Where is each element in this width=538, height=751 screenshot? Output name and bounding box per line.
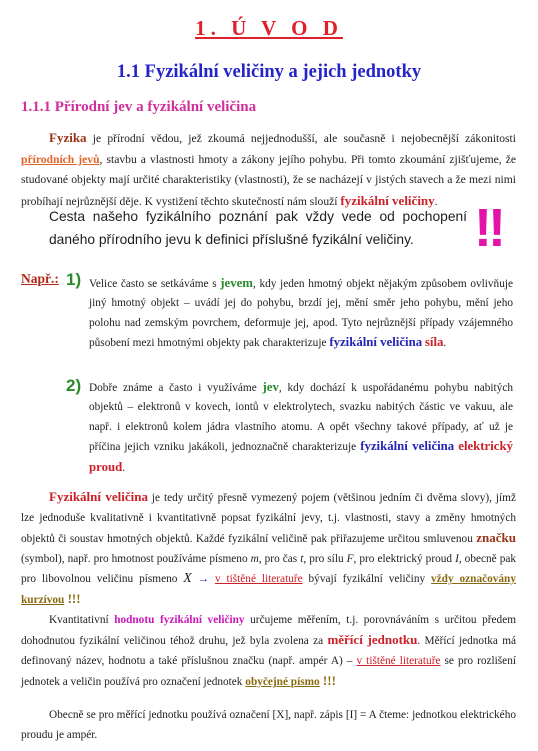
key-statement: Cesta našeho fyzikálního poznání pak vždy vede od pochopení daného přírodního jevu k definici příslušné fyzikální veličiny.	[49, 209, 467, 247]
section-title: 1.1 Fyzikální veličiny a jejich jednotky	[116, 62, 422, 82]
example-number-1: 1)	[66, 270, 82, 289]
definition-paragraph: Fyzikální veličina je tedy určitý přesně vymezený pojem (většinou jedním či dvěma slovy), jímž lze jednoduše kvalitativně i kvantitativně popsat fyzikální jevy, t.j. vlastnosti, stavy a změny hmotných objektů či soustav hmotných objektů. Každé fyzikální veličině pak přiřazujeme určitou smluvenou značku (symbol), např. pro hmotnost používáme písmeno m, pro čas t, pro sílu F, pro elektrický proud I, obecně pak pro libovolnou veličinu písmeno X → v tištěné literatuře bývají fyzikální veličiny vždy označovány kurzívou !!!	[21, 489, 517, 606]
subsection-title: 1.1.1 Přírodní jev a fyzikální veličina	[21, 99, 257, 115]
exclamation-marks: !!	[474, 198, 502, 258]
example-item-2: Dobře známe a často i využíváme jev, kdy dochází k uspořádanému pohybu nabitých objektů – elektronů v kovech, iontů v elektrolytech, svazku nabitých částic ve vakuu, ale např. i elektronů kolem jádra vlastního atomu. A opět všechny takové případy, ať už je příčina jejich vzniku jakákoli, jednoznačně charakterizuje fyzikální veličina elektrický proud.	[89, 380, 513, 474]
intro-paragraph: Fyzika je přírodní vědou, jež zkoumá nejjednodušší, ale současně i nejobecnější zákonitosti přírodních jevů, stavbu a vlastnosti hmoty a zákony jejího pohybu. Při tomto zkoumání zjišťujeme, že studované objekty mají určité charakteristiky (vlastnosti), že se nacházejí v jistých stavech a že mezi nimi probíhají nejrůznější děje. K vystižení těchto skutečností nám slouží fyzikální veličiny.	[21, 130, 516, 208]
notation-paragraph: Obecně se pro měřící jednotku používá označení [X], např. zápis [I] = A čteme: jednotkou elektrického proudu je ampér.	[21, 709, 516, 741]
example-item-1: Velice často se setkáváme s jevem, kdy jeden hmotný objekt nějakým způsobem ovlivňuje jiný hmotný objekt – uvádí jej do pohybu, brzdí jej, mění směr jeho pohybu, mění jeho polohu nad zemským povrchem, deformuje jej, apod. Tyto nejrůznější případy vzájemného působení mezi hmotnými objekty pak charakterizuje fyzikální veličina síla.	[89, 276, 513, 350]
units-paragraph: Kvantitativní hodnotu fyzikální veličiny určujeme měřením, t.j. porovnáváním s určitou předem dohodnutou fyzikální veličinou téhož druhu, jež byla zvolena za měřící jednotku. Měřící jednotka má definovaný název, hodnotu a také příslušnou značku (např. ampér A) – v tištěné literatuře se pro rozlišení jednotek a veličin používá pro označení jednotek obyčejné písmo !!!	[21, 614, 516, 688]
example-number-2: 2)	[66, 376, 82, 395]
chapter-title: 1. Ú V O D	[195, 16, 343, 40]
example-label: Např.:	[21, 271, 59, 286]
